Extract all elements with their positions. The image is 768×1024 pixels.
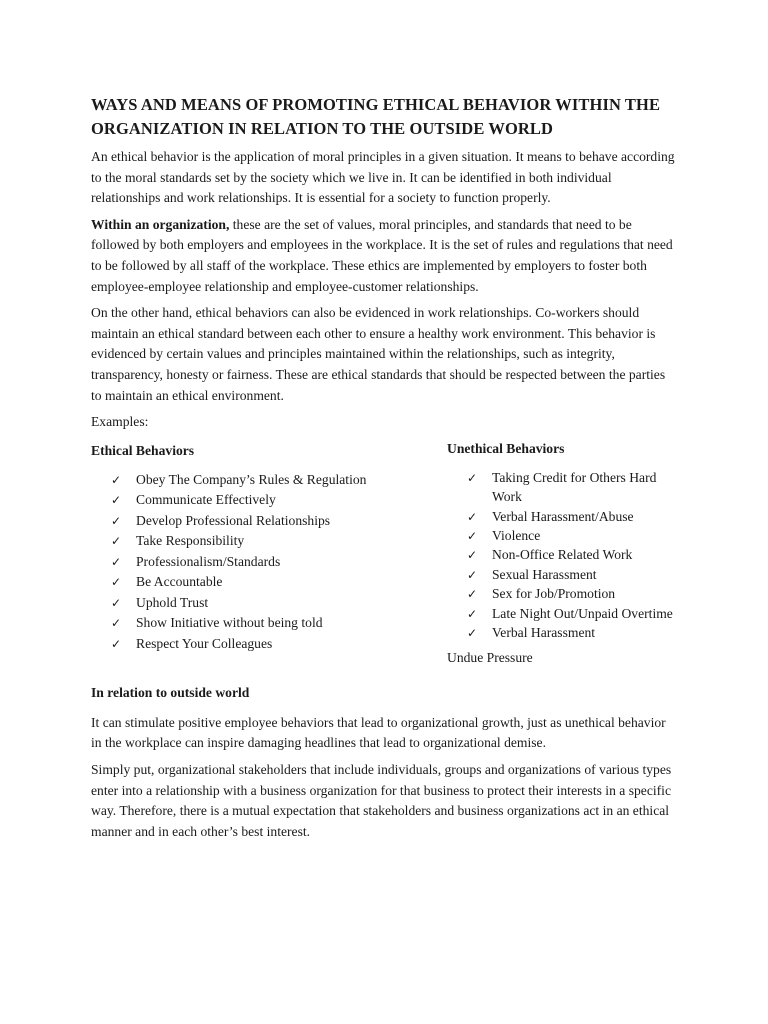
checkmark-icon: ✓	[467, 470, 478, 485]
document-title: WAYS AND MEANS OF PROMOTING ETHICAL BEHAVIOR WITHIN THE ORGANIZATION IN RELATION TO THE OUTSIDE WORLD	[91, 95, 661, 138]
intro-paragraph: An ethical behavior is the application of moral principles in a given situation. It means to behave according to the moral standards set by the society which we live in. It can be identified in both individual relationships and work relationships. It is essential for a society to function properly.	[91, 149, 675, 206]
checkmark-icon: ✓	[111, 513, 122, 528]
unethical-item-label: Taking Credit for Others Hard Work	[492, 469, 657, 505]
ethical-item-label: Respect Your Colleagues	[136, 635, 273, 651]
ethical-item	[111, 613, 431, 634]
ethical-item	[111, 490, 431, 511]
unethical-item-label: Violence	[492, 527, 541, 543]
unethical-item	[467, 507, 687, 526]
unethical-item	[467, 604, 687, 623]
checkmark-icon: ✓	[111, 595, 122, 610]
ethical-item-label: Uphold Trust	[136, 594, 209, 610]
ethical-item-label: Obey The Company’s Rules & Regulation	[136, 471, 367, 487]
unethical-item-label: Verbal Harassment	[492, 624, 596, 640]
ethical-item	[111, 593, 431, 614]
unethical-behaviors-column	[447, 439, 687, 666]
ethical-item	[111, 511, 431, 532]
unethical-item-label: Verbal Harassment/Abuse	[492, 508, 634, 524]
checkmark-icon: ✓	[467, 625, 478, 640]
checkmark-icon: ✓	[111, 534, 122, 549]
document-page	[91, 93, 676, 848]
within-organization-paragraph	[91, 215, 676, 297]
behaviors-columns	[91, 441, 676, 667]
unethical-item	[467, 468, 687, 507]
ethical-item-label: Be Accountable	[136, 574, 223, 590]
unethical-item-label: Late Night Out/Unpaid Overtime	[492, 605, 673, 621]
unethical-item	[467, 545, 687, 564]
outside-world-paragraph-2: Simply put, organizational stakeholders that include individuals, groups and organizations of various types enter into a relationship with a business organization for that business to protect their interests in a specific way. Therefore, there is a mutual expectation that stakeholders and business organizations act in an ethical manner and in each other’s best interest.	[91, 761, 672, 839]
unethical-behaviors-heading: Unethical Behaviors	[447, 440, 565, 456]
ethical-item	[111, 531, 431, 552]
ethical-behaviors-list	[91, 470, 431, 655]
unethical-behaviors-list	[447, 468, 687, 643]
ethical-behaviors-heading: Ethical Behaviors	[91, 442, 195, 458]
unethical-item-label: Non-Office Related Work	[492, 547, 633, 563]
unethical-item	[467, 565, 687, 584]
checkmark-icon: ✓	[111, 554, 122, 569]
checkmark-icon: ✓	[111, 493, 122, 508]
ethical-item-label: Develop Professional Relationships	[136, 512, 331, 528]
ethical-item	[111, 572, 431, 593]
unethical-item	[467, 623, 687, 642]
checkmark-icon: ✓	[467, 567, 478, 582]
checkmark-icon: ✓	[111, 616, 122, 631]
checkmark-icon: ✓	[111, 636, 122, 651]
within-organization-text: these are the set of values, moral principles, and standards that need to be followed by both employers and employees in the workplace. It is the set of rules and regulations that need to be followed by all staff of the workplace. These ethics are implemented by employers to foster both employee-employee relationship and employee-customer relationships.	[91, 216, 673, 294]
within-organization-lead: Within an organization,	[91, 216, 230, 232]
outside-world-heading: In relation to outside world	[91, 684, 250, 700]
outside-world-paragraph-1: It can stimulate positive employee behaviors that lead to organizational growth, just as unethical behavior in the workplace can inspire damaging headlines that lead to organizational demise.	[91, 714, 666, 751]
ethical-behaviors-column	[91, 441, 431, 655]
checkmark-icon: ✓	[111, 472, 122, 487]
ethical-item-label: Show Initiative without being told	[136, 615, 323, 631]
unethical-item	[467, 526, 687, 545]
other-hand-paragraph: On the other hand, ethical behaviors can also be evidenced in work relationships. Co-workers should maintain an ethical standard between each other to ensure a healthy work environment. This behavior is evidenced by certain values and principles maintained within the relationships, such as integrity, transparency, honesty or fairness. These are ethical standards that should be respected between the parties to maintain an ethical environment.	[91, 305, 666, 403]
ethical-item	[111, 634, 431, 655]
ethical-item-label: Professionalism/Standards	[136, 553, 281, 569]
unethical-cut-off-text: Undue Pressure	[447, 650, 533, 666]
checkmark-icon: ✓	[111, 575, 122, 590]
checkmark-icon: ✓	[467, 528, 478, 543]
checkmark-icon: ✓	[467, 548, 478, 563]
ethical-item-label: Communicate Effectively	[136, 492, 276, 508]
examples-label: Examples:	[91, 414, 149, 430]
checkmark-icon: ✓	[467, 509, 478, 524]
unethical-item-label: Sexual Harassment	[492, 566, 597, 582]
unethical-item	[467, 584, 687, 603]
unethical-item-label: Sex for Job/Promotion	[492, 586, 616, 602]
ethical-item-label: Take Responsibility	[136, 533, 245, 549]
checkmark-icon: ✓	[467, 587, 478, 602]
ethical-item	[111, 552, 431, 573]
ethical-item	[111, 470, 431, 491]
checkmark-icon: ✓	[467, 606, 478, 621]
